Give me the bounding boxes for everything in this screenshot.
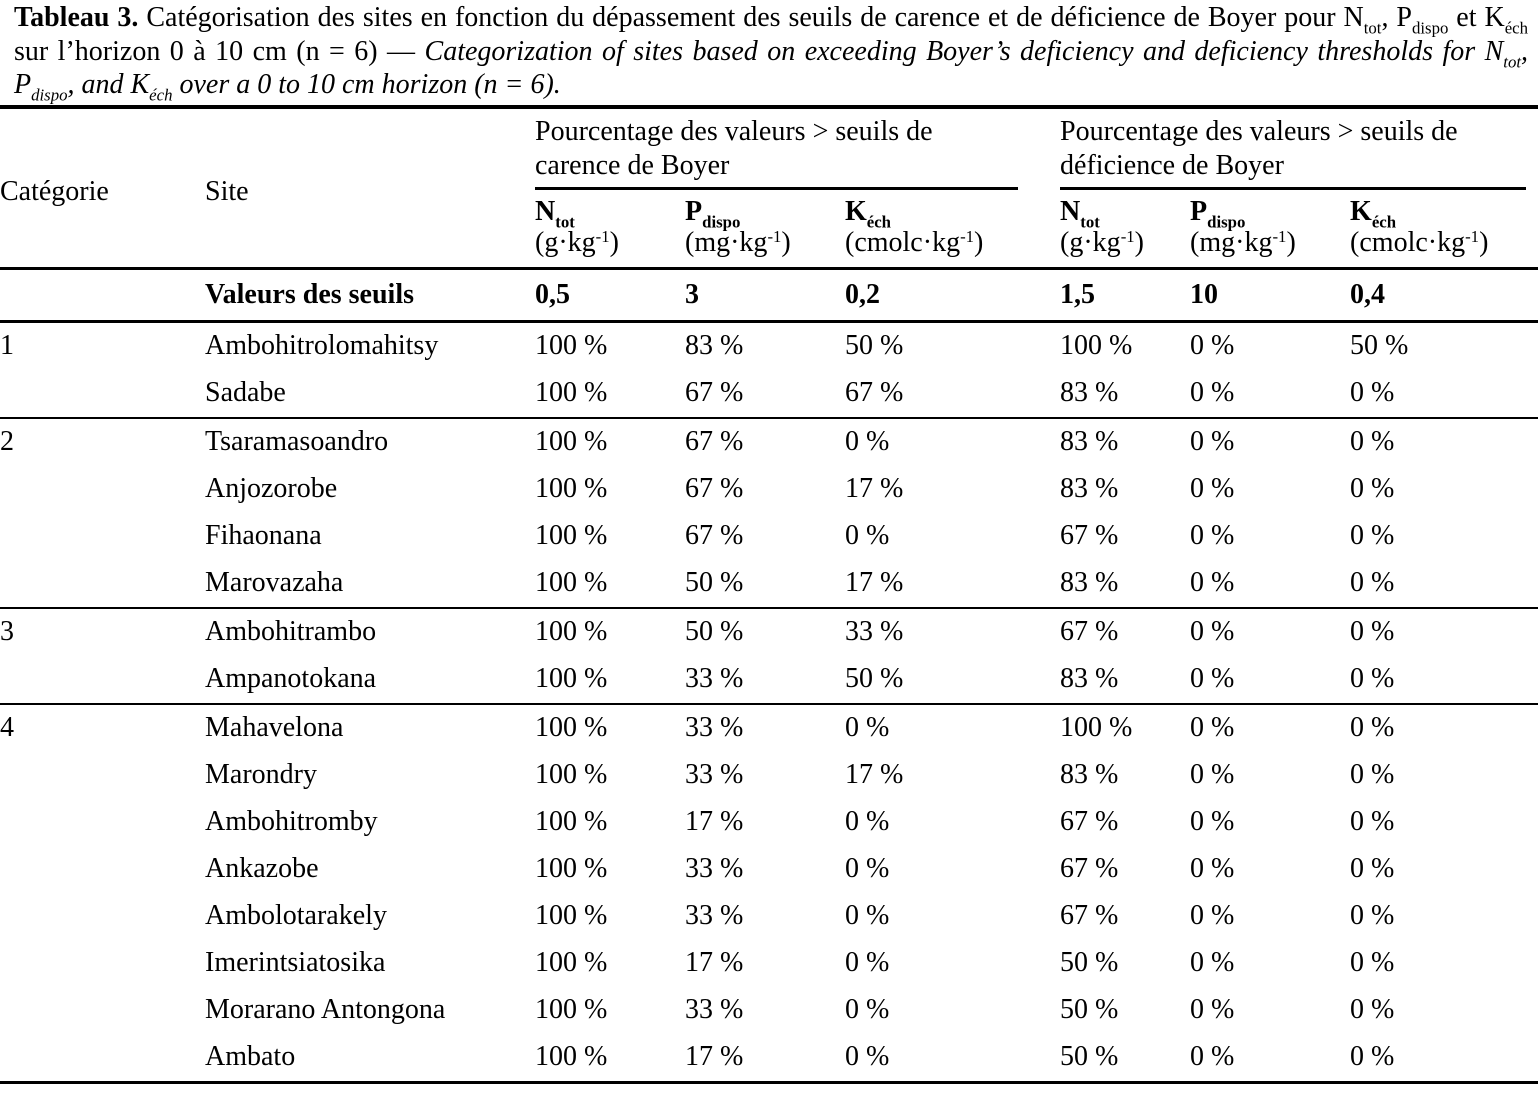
table-row (0, 466, 1538, 513)
caption-segment: Categorization of sites based on exceeding Boyer’s deficiency and deficiency thresholds for N (424, 35, 1504, 67)
table-row (0, 799, 1538, 846)
value-cell: 100 % (1060, 704, 1190, 752)
unit-exponent: -1 (1272, 226, 1287, 246)
value-cell: 50 % (685, 608, 845, 656)
category-cell (0, 268, 205, 321)
value-cell: 100 % (535, 947, 608, 978)
caption-segment: , and K (67, 69, 150, 100)
unit-close: ) (781, 226, 791, 258)
value-cell: 0 % (1350, 663, 1395, 694)
column-unit (1350, 227, 1538, 258)
value-cell: 50 % (845, 321, 1060, 370)
value-cell: 0 % (1190, 567, 1235, 598)
value-cell: 50 % (685, 567, 744, 598)
table-body (0, 268, 1538, 1082)
table-row (0, 513, 1538, 560)
unit-exponent: -1 (960, 226, 975, 246)
caption-segment: éch (1504, 18, 1528, 38)
column-header-site: Site (205, 107, 535, 269)
caption-segment: , P (14, 35, 1528, 100)
value-cell: 67 % (1060, 608, 1190, 656)
value-cell: 17 % (685, 806, 744, 837)
table-row (0, 656, 1538, 704)
value-cell: 100 % (535, 900, 608, 931)
table-row (0, 560, 1538, 608)
value-cell: 0 % (1350, 994, 1395, 1025)
value-cell: 0 % (845, 418, 1060, 466)
value-cell: 17 % (685, 947, 744, 978)
category-cell (0, 656, 205, 704)
group-header-title-line: déficience de Boyer (1060, 149, 1284, 181)
value-cell: 0 % (845, 806, 890, 837)
category-cell (0, 466, 205, 513)
site-cell: Morarano Antongona (205, 994, 446, 1025)
group-header-title-line: Pourcentage des valeurs > seuils de (1060, 115, 1458, 147)
value-cell: 33 % (685, 853, 744, 884)
value-cell: 0 % (1190, 900, 1235, 931)
caption-segment: tot (1503, 52, 1521, 72)
value-cell: 100 % (535, 418, 685, 466)
category-cell (0, 940, 205, 987)
value-cell: 100 % (535, 663, 608, 694)
unit-exponent: -1 (767, 226, 782, 246)
category-cell (0, 560, 205, 608)
value-cell: 0 % (845, 1041, 890, 1072)
value-cell: 67 % (685, 473, 744, 504)
unit-exponent: -1 (595, 226, 610, 246)
site-cell: Anjozorobe (205, 473, 338, 504)
column-header-categorie: Catégorie (0, 107, 205, 269)
value-cell: 100 % (1060, 321, 1190, 370)
value-cell: 0 % (845, 704, 1060, 752)
value-cell: 0 % (1350, 1041, 1395, 1072)
site-cell: Tsaramasoandro (205, 418, 535, 466)
value-cell: 33 % (845, 608, 1060, 656)
site-cell: Marovazaha (205, 567, 344, 598)
value-cell: 67 % (845, 377, 904, 408)
group-header-1 (1060, 107, 1538, 190)
table-row (0, 418, 1538, 466)
value-cell: 83 % (685, 321, 845, 370)
threshold-value-cell: 1,5 (1060, 268, 1190, 321)
value-cell: 0 % (1350, 853, 1395, 884)
table-row (0, 608, 1538, 656)
category-cell (0, 513, 205, 560)
thresholds-row (0, 268, 1538, 321)
value-cell: 0 % (845, 520, 890, 551)
value-cell: 0 % (1190, 853, 1235, 884)
value-cell: 83 % (1060, 759, 1119, 790)
element-symbol-line (845, 195, 1060, 232)
category-cell (0, 1034, 205, 1083)
value-cell: 0 % (1350, 704, 1538, 752)
table-row (0, 752, 1538, 799)
element-subscript: dispo (702, 212, 741, 232)
value-cell: 83 % (1060, 473, 1119, 504)
site-cell: Ambolotarakely (205, 900, 387, 931)
element-symbol: P (1190, 195, 1208, 227)
caption-segment: sur l’horizon 0 à 10 cm (n = 6) — (14, 35, 425, 67)
threshold-value-cell: 0,4 (1350, 268, 1538, 321)
value-cell: 100 % (535, 704, 685, 752)
value-cell: 0 % (1190, 994, 1235, 1025)
column-header-1-1 (1190, 190, 1350, 269)
site-cell: Fihaonana (205, 520, 322, 551)
value-cell: 100 % (535, 473, 608, 504)
group-header-title-line: Pourcentage des valeurs > seuils de (535, 115, 933, 147)
value-cell: 0 % (1190, 806, 1235, 837)
threshold-value-cell: 0,2 (845, 268, 1060, 321)
element-symbol-line (685, 195, 845, 232)
value-cell: 100 % (535, 608, 685, 656)
unit-close: ) (1286, 226, 1296, 258)
unit-close: ) (974, 226, 984, 258)
site-cell: Ankazobe (205, 853, 319, 884)
element-symbol-line (1060, 195, 1190, 232)
value-cell: 0 % (1350, 567, 1395, 598)
value-cell: 0 % (1190, 759, 1235, 790)
element-subscript: tot (555, 212, 575, 232)
caption-segment: over a 0 to 10 cm horizon (n = 6). (172, 69, 561, 100)
table-row (0, 1034, 1538, 1083)
column-header-0-0 (535, 190, 685, 269)
threshold-value-cell: 10 (1190, 268, 1350, 321)
value-cell: 50 % (1060, 1041, 1119, 1072)
value-cell: 100 % (535, 567, 608, 598)
category-cell (0, 799, 205, 846)
value-cell: 17 % (845, 567, 904, 598)
caption-segment: dispo (31, 85, 68, 105)
column-header-1-0 (1060, 190, 1190, 269)
value-cell: 50 % (1060, 994, 1119, 1025)
value-cell: 0 % (1350, 608, 1538, 656)
category-cell (0, 846, 205, 893)
table-header (0, 107, 1538, 269)
value-cell: 67 % (1060, 900, 1119, 931)
value-cell: 0 % (1350, 377, 1395, 408)
unit-close: ) (1134, 226, 1144, 258)
value-cell: 100 % (535, 759, 608, 790)
category-cell: 1 (0, 321, 205, 370)
value-cell: 67 % (1060, 806, 1119, 837)
caption-segment: Catégorisation des sites en fonction du dépassement des seuils de carence et de déficience de Boyer pour N (138, 2, 1364, 33)
value-cell: 83 % (1060, 567, 1119, 598)
value-cell: 0 % (1350, 473, 1395, 504)
value-cell: 67 % (1060, 520, 1119, 551)
value-cell: 50 % (1060, 947, 1119, 978)
value-cell: 0 % (1350, 900, 1395, 931)
caption-segment: éch (149, 85, 173, 105)
caption-segment: tot (1363, 18, 1382, 38)
value-cell: 0 % (1190, 321, 1350, 370)
caption-segment: et K (1448, 2, 1505, 33)
value-cell: 0 % (1190, 418, 1350, 466)
category-cell (0, 370, 205, 418)
value-cell: 33 % (685, 663, 744, 694)
unit-exponent: -1 (1465, 226, 1480, 246)
caption-segment: , P (1381, 2, 1412, 33)
site-cell: Marondry (205, 759, 317, 790)
table-row (0, 370, 1538, 418)
group-header-title-line: carence de Boyer (535, 149, 730, 181)
column-unit (685, 227, 845, 258)
unit-base: (g·kg (535, 226, 596, 258)
value-cell: 0 % (1190, 608, 1350, 656)
header-row-groups (0, 107, 1538, 190)
caption-segment: Tableau 3. (14, 2, 139, 33)
value-cell: 100 % (535, 321, 685, 370)
value-cell: 100 % (535, 806, 608, 837)
threshold-value-cell: 0,5 (535, 268, 685, 321)
site-cell: Ambohitromby (205, 806, 378, 837)
value-cell: 17 % (845, 759, 904, 790)
value-cell: 67 % (685, 377, 744, 408)
element-subscript: éch (1371, 212, 1397, 232)
category-cell: 2 (0, 418, 205, 466)
group-header-0 (535, 107, 1060, 190)
value-cell: 0 % (1350, 759, 1395, 790)
value-cell: 0 % (1190, 520, 1235, 551)
category-cell: 3 (0, 608, 205, 656)
table-row (0, 321, 1538, 370)
value-cell: 100 % (535, 520, 608, 551)
table-row (0, 893, 1538, 940)
site-cell: Ambato (205, 1041, 296, 1072)
value-cell: 100 % (535, 377, 608, 408)
element-symbol-line (1190, 195, 1350, 232)
column-header-0-1 (685, 190, 845, 269)
table-row (0, 704, 1538, 752)
value-cell: 0 % (1350, 418, 1538, 466)
thresholds-label: Valeurs des seuils (205, 268, 535, 321)
value-cell: 100 % (535, 853, 608, 884)
value-cell: 0 % (845, 853, 890, 884)
value-cell: 50 % (1350, 321, 1538, 370)
value-cell: 0 % (1350, 947, 1395, 978)
value-cell: 100 % (535, 994, 608, 1025)
column-header-1-2 (1350, 190, 1538, 269)
element-symbol: N (1060, 195, 1081, 227)
value-cell: 0 % (1350, 806, 1395, 837)
table-row (0, 846, 1538, 893)
unit-base: (mg·kg (685, 226, 768, 258)
value-cell: 83 % (1060, 377, 1119, 408)
unit-close: ) (1479, 226, 1489, 258)
unit-base: (g·kg (1060, 226, 1121, 258)
threshold-value-cell: 3 (685, 268, 845, 321)
element-symbol: N (535, 195, 556, 227)
site-cell: Imerintsiatosika (205, 947, 386, 978)
table-3 (0, 105, 1538, 1084)
value-cell: 83 % (1060, 418, 1190, 466)
unit-base: (mg·kg (1190, 226, 1273, 258)
value-cell: 0 % (1190, 1041, 1235, 1072)
value-cell: 67 % (685, 418, 845, 466)
group-header-title (535, 109, 1018, 190)
value-cell: 0 % (1350, 520, 1395, 551)
value-cell: 67 % (1060, 853, 1119, 884)
category-cell (0, 752, 205, 799)
value-cell: 33 % (685, 900, 744, 931)
site-cell: Ambohitrambo (205, 608, 535, 656)
element-symbol: P (685, 195, 703, 227)
column-unit (1060, 227, 1190, 258)
table-row (0, 940, 1538, 987)
value-cell: 0 % (845, 900, 890, 931)
element-symbol-line (1350, 195, 1538, 232)
column-unit (845, 227, 1060, 258)
site-cell: Mahavelona (205, 704, 535, 752)
table-caption (0, 0, 1538, 105)
caption-segment: dispo (1411, 18, 1449, 38)
value-cell: 0 % (1190, 704, 1350, 752)
value-cell: 100 % (535, 1041, 608, 1072)
group-header-title (1060, 109, 1526, 190)
value-cell: 0 % (845, 947, 890, 978)
unit-base: (cmolc·kg (1350, 226, 1466, 258)
site-cell: Sadabe (205, 377, 286, 408)
category-cell: 4 (0, 704, 205, 752)
element-symbol: K (845, 195, 867, 227)
element-symbol: K (1350, 195, 1372, 227)
value-cell: 33 % (685, 994, 744, 1025)
element-symbol-line (535, 195, 685, 232)
unit-base: (cmolc·kg (845, 226, 961, 258)
value-cell: 0 % (1190, 663, 1235, 694)
value-cell: 33 % (685, 704, 845, 752)
value-cell: 0 % (1190, 377, 1235, 408)
element-subscript: tot (1080, 212, 1100, 232)
value-cell: 17 % (685, 1041, 744, 1072)
value-cell: 17 % (845, 473, 904, 504)
element-subscript: dispo (1207, 212, 1246, 232)
value-cell: 0 % (845, 994, 890, 1025)
column-unit (1190, 227, 1350, 258)
unit-exponent: -1 (1120, 226, 1135, 246)
category-cell (0, 987, 205, 1034)
site-cell: Ampanotokana (205, 663, 377, 694)
element-subscript: éch (866, 212, 892, 232)
value-cell: 0 % (1190, 947, 1235, 978)
value-cell: 0 % (1190, 473, 1235, 504)
value-cell: 83 % (1060, 663, 1119, 694)
value-cell: 67 % (685, 520, 744, 551)
value-cell: 50 % (845, 663, 904, 694)
site-cell: Ambohitrolomahitsy (205, 321, 535, 370)
value-cell: 33 % (685, 759, 744, 790)
column-header-0-2 (845, 190, 1060, 269)
column-unit (535, 227, 685, 258)
category-cell (0, 893, 205, 940)
unit-close: ) (609, 226, 619, 258)
table-row (0, 987, 1538, 1034)
